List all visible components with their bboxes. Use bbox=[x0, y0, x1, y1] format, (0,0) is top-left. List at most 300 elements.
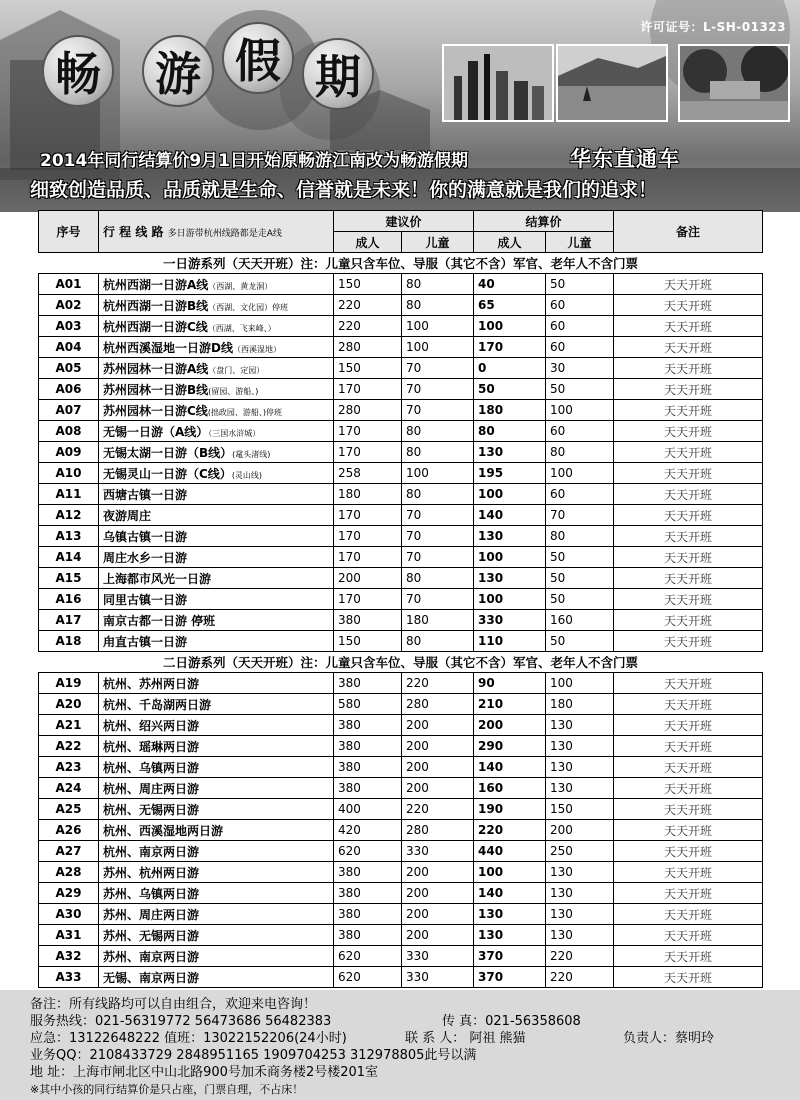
suggest-adult-price: 220 bbox=[334, 316, 402, 337]
route-name bbox=[99, 463, 334, 484]
suggest-child-price: 200 bbox=[402, 883, 474, 904]
sub-suggest-adult: 成人 bbox=[334, 232, 402, 253]
settle-adult-price: 195 bbox=[474, 463, 546, 484]
schedule-note: 天天开班 bbox=[614, 904, 763, 925]
route-row bbox=[39, 295, 763, 316]
route-name bbox=[99, 337, 334, 358]
route-detail: （西湖、飞来峰、） bbox=[207, 323, 276, 333]
schedule-note: 天天开班 bbox=[614, 694, 763, 715]
route-row bbox=[39, 589, 763, 610]
schedule-note: 天天开班 bbox=[614, 379, 763, 400]
schedule-note: 天天开班 bbox=[614, 568, 763, 589]
route-id: A23 bbox=[39, 757, 99, 778]
route-id: A06 bbox=[39, 379, 99, 400]
suggest-child-price: 200 bbox=[402, 715, 474, 736]
route-row bbox=[39, 862, 763, 883]
suggest-adult-price: 170 bbox=[334, 547, 402, 568]
settle-adult-price: 440 bbox=[474, 841, 546, 862]
settle-child-price: 60 bbox=[546, 316, 614, 337]
route-row bbox=[39, 841, 763, 862]
settle-child-price: 50 bbox=[546, 589, 614, 610]
route-title: 西塘古镇一日游 bbox=[103, 487, 188, 502]
manager-name: 负责人：蔡明玲 bbox=[623, 1031, 715, 1046]
sub-suggest-child: 儿童 bbox=[402, 232, 474, 253]
settle-child-price: 50 bbox=[546, 379, 614, 400]
suggest-child-price: 80 bbox=[402, 295, 474, 316]
suggest-adult-price: 380 bbox=[334, 610, 402, 631]
route-id: A03 bbox=[39, 316, 99, 337]
company-slogan: 细致创造品质、品质就是生命、信誉就是未来！你的满意就是我们的追求！ bbox=[30, 179, 658, 201]
suggest-adult-price: 180 bbox=[334, 484, 402, 505]
route-row bbox=[39, 946, 763, 967]
settle-adult-price: 140 bbox=[474, 883, 546, 904]
route-name bbox=[99, 799, 334, 820]
route-title: 杭州、瑶琳两日游 bbox=[103, 739, 200, 754]
route-name bbox=[99, 295, 334, 316]
route-row bbox=[39, 505, 763, 526]
suggest-adult-price: 170 bbox=[334, 589, 402, 610]
suggest-child-price: 330 bbox=[402, 967, 474, 988]
settle-child-price: 100 bbox=[546, 400, 614, 421]
settle-child-price: 130 bbox=[546, 715, 614, 736]
suggest-child-price: 80 bbox=[402, 442, 474, 463]
suggest-child-price: 330 bbox=[402, 841, 474, 862]
route-title: 乌镇古镇一日游 bbox=[103, 529, 188, 544]
logo-char-2: 游 bbox=[142, 35, 214, 107]
settle-adult-price: 80 bbox=[474, 421, 546, 442]
settle-adult-price: 370 bbox=[474, 946, 546, 967]
route-row bbox=[39, 610, 763, 631]
route-detail: （三国水浒城） bbox=[208, 428, 261, 438]
settle-child-price: 30 bbox=[546, 358, 614, 379]
suggest-adult-price: 280 bbox=[334, 337, 402, 358]
route-title: 无锡一日游（A线） bbox=[103, 424, 209, 439]
settle-child-price: 130 bbox=[546, 736, 614, 757]
route-row bbox=[39, 379, 763, 400]
suggest-adult-price: 280 bbox=[334, 400, 402, 421]
suggest-child-price: 330 bbox=[402, 946, 474, 967]
photo-city-skyline bbox=[442, 44, 554, 122]
settle-child-price: 60 bbox=[546, 421, 614, 442]
settle-adult-price: 130 bbox=[474, 442, 546, 463]
route-id: A12 bbox=[39, 505, 99, 526]
contact-persons: 联 系 人： 阿祖 熊猫 bbox=[405, 1031, 526, 1046]
route-detail: （西湖、文化园）停班 bbox=[208, 302, 289, 312]
route-name bbox=[99, 274, 334, 295]
col-route bbox=[99, 211, 334, 253]
route-row bbox=[39, 484, 763, 505]
route-name bbox=[99, 400, 334, 421]
route-id: A33 bbox=[39, 967, 99, 988]
settle-adult-price: 100 bbox=[474, 484, 546, 505]
route-row bbox=[39, 631, 763, 652]
route-title: 杭州、乌镇两日游 bbox=[103, 760, 200, 775]
schedule-note: 天天开班 bbox=[614, 274, 763, 295]
route-row bbox=[39, 925, 763, 946]
settle-child-price: 180 bbox=[546, 694, 614, 715]
permit-number: 许可证号：L-SH-01323 bbox=[640, 20, 786, 34]
route-title: 甪直古镇一日游 bbox=[103, 634, 188, 649]
settle-adult-price: 100 bbox=[474, 316, 546, 337]
schedule-note: 天天开班 bbox=[614, 862, 763, 883]
route-row bbox=[39, 757, 763, 778]
settle-child-price: 160 bbox=[546, 610, 614, 631]
route-row bbox=[39, 421, 763, 442]
schedule-note: 天天开班 bbox=[614, 631, 763, 652]
suggest-child-price: 70 bbox=[402, 379, 474, 400]
route-id: A14 bbox=[39, 547, 99, 568]
suggest-adult-price: 380 bbox=[334, 715, 402, 736]
suggest-child-price: 80 bbox=[402, 274, 474, 295]
settle-adult-price: 210 bbox=[474, 694, 546, 715]
route-title: 杭州、苏州两日游 bbox=[103, 676, 200, 691]
suggest-child-price: 70 bbox=[402, 358, 474, 379]
suggest-adult-price: 380 bbox=[334, 778, 402, 799]
route-name bbox=[99, 547, 334, 568]
suggest-child-price: 80 bbox=[402, 421, 474, 442]
suggest-adult-price: 170 bbox=[334, 379, 402, 400]
schedule-note: 天天开班 bbox=[614, 316, 763, 337]
schedule-note: 天天开班 bbox=[614, 673, 763, 694]
route-name bbox=[99, 589, 334, 610]
company-address: 地 址：上海市闸北区中山北路900号加禾商务楼2号楼201室 bbox=[30, 1065, 379, 1080]
route-name bbox=[99, 421, 334, 442]
settle-adult-price: 130 bbox=[474, 526, 546, 547]
suggest-child-price: 200 bbox=[402, 862, 474, 883]
schedule-note: 天天开班 bbox=[614, 736, 763, 757]
col-settle-price: 结算价 bbox=[474, 211, 614, 232]
settle-child-price: 130 bbox=[546, 925, 614, 946]
suggest-child-price: 70 bbox=[402, 589, 474, 610]
route-row bbox=[39, 673, 763, 694]
route-name bbox=[99, 673, 334, 694]
settle-adult-price: 170 bbox=[474, 337, 546, 358]
route-title: 夜游周庄 bbox=[103, 508, 152, 523]
schedule-note: 天天开班 bbox=[614, 589, 763, 610]
route-id: A26 bbox=[39, 820, 99, 841]
route-row bbox=[39, 337, 763, 358]
route-title: 南京古都一日游 停班 bbox=[103, 613, 216, 628]
route-row bbox=[39, 694, 763, 715]
route-id: A17 bbox=[39, 610, 99, 631]
route-id: A13 bbox=[39, 526, 99, 547]
route-title: 无锡太湖一日游（B线） bbox=[103, 445, 233, 460]
suggest-adult-price: 380 bbox=[334, 883, 402, 904]
settle-adult-price: 90 bbox=[474, 673, 546, 694]
route-name bbox=[99, 946, 334, 967]
route-name bbox=[99, 358, 334, 379]
schedule-note: 天天开班 bbox=[614, 463, 763, 484]
schedule-note: 天天开班 bbox=[614, 883, 763, 904]
col-route-note: 多日游带杭州线路都是走A线 bbox=[167, 229, 282, 239]
route-id: A20 bbox=[39, 694, 99, 715]
child-price-note: ※其中小孩的同行结算价是只占座，门票自理，不占床！ bbox=[30, 1083, 304, 1096]
footer-contact bbox=[0, 990, 800, 1100]
suggest-adult-price: 200 bbox=[334, 568, 402, 589]
price-update-headline: 2014年同行结算价9月1日开始原畅游江南改为畅游假期 bbox=[40, 151, 468, 171]
settle-adult-price: 110 bbox=[474, 631, 546, 652]
settle-child-price: 130 bbox=[546, 904, 614, 925]
price-table bbox=[38, 210, 763, 988]
route-title: 无锡、南京两日游 bbox=[103, 970, 200, 985]
settle-child-price: 200 bbox=[546, 820, 614, 841]
route-id: A21 bbox=[39, 715, 99, 736]
photo-lake-pagoda bbox=[556, 44, 668, 122]
suggest-child-price: 280 bbox=[402, 820, 474, 841]
route-detail: （西溪湿地） bbox=[232, 344, 281, 354]
settle-adult-price: 100 bbox=[474, 589, 546, 610]
route-title: 同里古镇一日游 bbox=[103, 592, 188, 607]
route-name bbox=[99, 379, 334, 400]
route-name bbox=[99, 526, 334, 547]
schedule-note: 天天开班 bbox=[614, 778, 763, 799]
settle-child-price: 80 bbox=[546, 526, 614, 547]
route-id: A30 bbox=[39, 904, 99, 925]
route-row bbox=[39, 820, 763, 841]
suggest-child-price: 70 bbox=[402, 505, 474, 526]
route-row bbox=[39, 400, 763, 421]
settle-adult-price: 330 bbox=[474, 610, 546, 631]
route-row bbox=[39, 547, 763, 568]
schedule-note: 天天开班 bbox=[614, 505, 763, 526]
express-bus-title: 华东直通车 bbox=[570, 147, 680, 171]
settle-adult-price: 190 bbox=[474, 799, 546, 820]
schedule-note: 天天开班 bbox=[614, 946, 763, 967]
route-detail: （西湖、黄龙洞） bbox=[208, 281, 273, 291]
route-detail: (灵山线) bbox=[231, 470, 263, 480]
col-seq: 序号 bbox=[39, 211, 99, 253]
route-title: 杭州西湖一日游C线 bbox=[103, 319, 208, 334]
route-row bbox=[39, 967, 763, 988]
suggest-adult-price: 380 bbox=[334, 904, 402, 925]
settle-child-price: 130 bbox=[546, 883, 614, 904]
suggest-adult-price: 380 bbox=[334, 757, 402, 778]
logo-char-4: 期 bbox=[302, 38, 374, 110]
route-title: 杭州、千岛湖两日游 bbox=[103, 697, 212, 712]
settle-child-price: 150 bbox=[546, 799, 614, 820]
route-name bbox=[99, 568, 334, 589]
suggest-adult-price: 620 bbox=[334, 946, 402, 967]
route-title: 苏州、无锡两日游 bbox=[103, 928, 200, 943]
route-name bbox=[99, 778, 334, 799]
settle-adult-price: 140 bbox=[474, 757, 546, 778]
route-name bbox=[99, 967, 334, 988]
route-row bbox=[39, 463, 763, 484]
route-id: A19 bbox=[39, 673, 99, 694]
route-title: 杭州、南京两日游 bbox=[103, 844, 200, 859]
route-id: A28 bbox=[39, 862, 99, 883]
settle-adult-price: 200 bbox=[474, 715, 546, 736]
col-route-label: 行 程 线 路 bbox=[103, 225, 164, 239]
suggest-child-price: 220 bbox=[402, 673, 474, 694]
route-detail: (留园、游船、) bbox=[208, 386, 259, 396]
suggest-child-price: 180 bbox=[402, 610, 474, 631]
route-row bbox=[39, 442, 763, 463]
route-title: 苏州、杭州两日游 bbox=[103, 865, 200, 880]
route-name bbox=[99, 715, 334, 736]
schedule-note: 天天开班 bbox=[614, 967, 763, 988]
route-id: A16 bbox=[39, 589, 99, 610]
route-title: 苏州、乌镇两日游 bbox=[103, 886, 200, 901]
route-title: 苏州、南京两日游 bbox=[103, 949, 200, 964]
settle-adult-price: 40 bbox=[474, 274, 546, 295]
route-row bbox=[39, 316, 763, 337]
suggest-adult-price: 380 bbox=[334, 925, 402, 946]
logo-char-3: 假 bbox=[222, 22, 294, 94]
settle-adult-price: 65 bbox=[474, 295, 546, 316]
route-id: A08 bbox=[39, 421, 99, 442]
suggest-adult-price: 380 bbox=[334, 862, 402, 883]
schedule-note: 天天开班 bbox=[614, 715, 763, 736]
route-id: A11 bbox=[39, 484, 99, 505]
suggest-child-price: 80 bbox=[402, 568, 474, 589]
suggest-child-price: 100 bbox=[402, 463, 474, 484]
fax-number: 传 真：021-56358608 bbox=[442, 1014, 581, 1029]
suggest-adult-price: 380 bbox=[334, 736, 402, 757]
route-row bbox=[39, 274, 763, 295]
settle-adult-price: 290 bbox=[474, 736, 546, 757]
route-id: A22 bbox=[39, 736, 99, 757]
route-name bbox=[99, 736, 334, 757]
route-row bbox=[39, 904, 763, 925]
route-name bbox=[99, 820, 334, 841]
route-id: A01 bbox=[39, 274, 99, 295]
photo-garden bbox=[678, 44, 790, 122]
suggest-adult-price: 420 bbox=[334, 820, 402, 841]
route-title: 上海都市风光一日游 bbox=[103, 571, 212, 586]
schedule-note: 天天开班 bbox=[614, 526, 763, 547]
route-name bbox=[99, 925, 334, 946]
business-qq: 业务QQ：2108433729 2848951165 1909704253 312978805此号以满 bbox=[30, 1048, 477, 1063]
route-id: A31 bbox=[39, 925, 99, 946]
route-id: A07 bbox=[39, 400, 99, 421]
schedule-note: 天天开班 bbox=[614, 400, 763, 421]
suggest-adult-price: 170 bbox=[334, 526, 402, 547]
suggest-child-price: 200 bbox=[402, 757, 474, 778]
settle-adult-price: 140 bbox=[474, 505, 546, 526]
schedule-note: 天天开班 bbox=[614, 547, 763, 568]
service-hotline: 服务热线：021-56319772 56473686 56482383 bbox=[30, 1014, 332, 1029]
settle-child-price: 100 bbox=[546, 463, 614, 484]
header-banner bbox=[0, 0, 800, 212]
route-row bbox=[39, 526, 763, 547]
route-name bbox=[99, 631, 334, 652]
route-title: 无锡灵山一日游（C线） bbox=[103, 466, 232, 481]
settle-child-price: 250 bbox=[546, 841, 614, 862]
suggest-child-price: 70 bbox=[402, 547, 474, 568]
settle-adult-price: 130 bbox=[474, 925, 546, 946]
schedule-note: 天天开班 bbox=[614, 484, 763, 505]
section-title: 一日游系列（天天开班）注：儿童只含车位、导服（其它不含）军官、老年人不含门票 bbox=[39, 253, 763, 274]
route-row bbox=[39, 883, 763, 904]
col-suggest-price: 建议价 bbox=[334, 211, 474, 232]
footer-remark: 备注：所有线路均可以自由组合，欢迎来电咨询！ bbox=[30, 997, 317, 1012]
suggest-adult-price: 150 bbox=[334, 358, 402, 379]
route-row bbox=[39, 799, 763, 820]
settle-child-price: 60 bbox=[546, 484, 614, 505]
route-id: A27 bbox=[39, 841, 99, 862]
route-title: 杭州西湖一日游A线 bbox=[103, 277, 209, 292]
section-header bbox=[39, 253, 763, 274]
schedule-note: 天天开班 bbox=[614, 442, 763, 463]
route-row bbox=[39, 778, 763, 799]
col-note: 备注 bbox=[614, 211, 763, 253]
route-name bbox=[99, 883, 334, 904]
suggest-child-price: 280 bbox=[402, 694, 474, 715]
section-header bbox=[39, 652, 763, 673]
schedule-note: 天天开班 bbox=[614, 421, 763, 442]
route-name bbox=[99, 841, 334, 862]
route-id: A15 bbox=[39, 568, 99, 589]
route-row bbox=[39, 736, 763, 757]
settle-adult-price: 130 bbox=[474, 904, 546, 925]
route-id: A02 bbox=[39, 295, 99, 316]
settle-adult-price: 180 bbox=[474, 400, 546, 421]
route-detail: (拙政园、游船、)停班 bbox=[207, 407, 283, 417]
route-title: 苏州、周庄两日游 bbox=[103, 907, 200, 922]
settle-child-price: 100 bbox=[546, 673, 614, 694]
settle-child-price: 130 bbox=[546, 778, 614, 799]
route-title: 杭州、周庄两日游 bbox=[103, 781, 200, 796]
schedule-note: 天天开班 bbox=[614, 337, 763, 358]
schedule-note: 天天开班 bbox=[614, 820, 763, 841]
route-id: A32 bbox=[39, 946, 99, 967]
route-row bbox=[39, 715, 763, 736]
route-row bbox=[39, 358, 763, 379]
route-name bbox=[99, 610, 334, 631]
route-id: A25 bbox=[39, 799, 99, 820]
sub-settle-child: 儿童 bbox=[546, 232, 614, 253]
suggest-adult-price: 620 bbox=[334, 841, 402, 862]
route-title: 杭州、绍兴两日游 bbox=[103, 718, 200, 733]
settle-child-price: 220 bbox=[546, 967, 614, 988]
schedule-note: 天天开班 bbox=[614, 295, 763, 316]
route-name bbox=[99, 904, 334, 925]
suggest-adult-price: 400 bbox=[334, 799, 402, 820]
suggest-adult-price: 258 bbox=[334, 463, 402, 484]
route-name bbox=[99, 442, 334, 463]
route-detail: (鼋头渚线) bbox=[232, 449, 271, 459]
suggest-child-price: 200 bbox=[402, 904, 474, 925]
route-name bbox=[99, 862, 334, 883]
suggest-adult-price: 170 bbox=[334, 505, 402, 526]
schedule-note: 天天开班 bbox=[614, 841, 763, 862]
settle-adult-price: 50 bbox=[474, 379, 546, 400]
settle-child-price: 70 bbox=[546, 505, 614, 526]
suggest-child-price: 100 bbox=[402, 337, 474, 358]
route-id: A10 bbox=[39, 463, 99, 484]
route-title: 杭州、西溪湿地两日游 bbox=[103, 823, 224, 838]
section-title: 二日游系列（天天开班）注：儿童只含车位、导服（其它不含）军官、老年人不含门票 bbox=[39, 652, 763, 673]
suggest-child-price: 200 bbox=[402, 925, 474, 946]
schedule-note: 天天开班 bbox=[614, 757, 763, 778]
settle-adult-price: 160 bbox=[474, 778, 546, 799]
suggest-child-price: 80 bbox=[402, 484, 474, 505]
route-id: A18 bbox=[39, 631, 99, 652]
route-title: 苏州园林一日游C线 bbox=[103, 403, 208, 418]
settle-child-price: 50 bbox=[546, 631, 614, 652]
suggest-child-price: 80 bbox=[402, 631, 474, 652]
route-id: A04 bbox=[39, 337, 99, 358]
suggest-adult-price: 580 bbox=[334, 694, 402, 715]
settle-child-price: 60 bbox=[546, 295, 614, 316]
suggest-adult-price: 170 bbox=[334, 442, 402, 463]
suggest-adult-price: 620 bbox=[334, 967, 402, 988]
settle-child-price: 220 bbox=[546, 946, 614, 967]
route-title: 周庄水乡一日游 bbox=[103, 550, 188, 565]
settle-adult-price: 370 bbox=[474, 967, 546, 988]
settle-child-price: 60 bbox=[546, 337, 614, 358]
